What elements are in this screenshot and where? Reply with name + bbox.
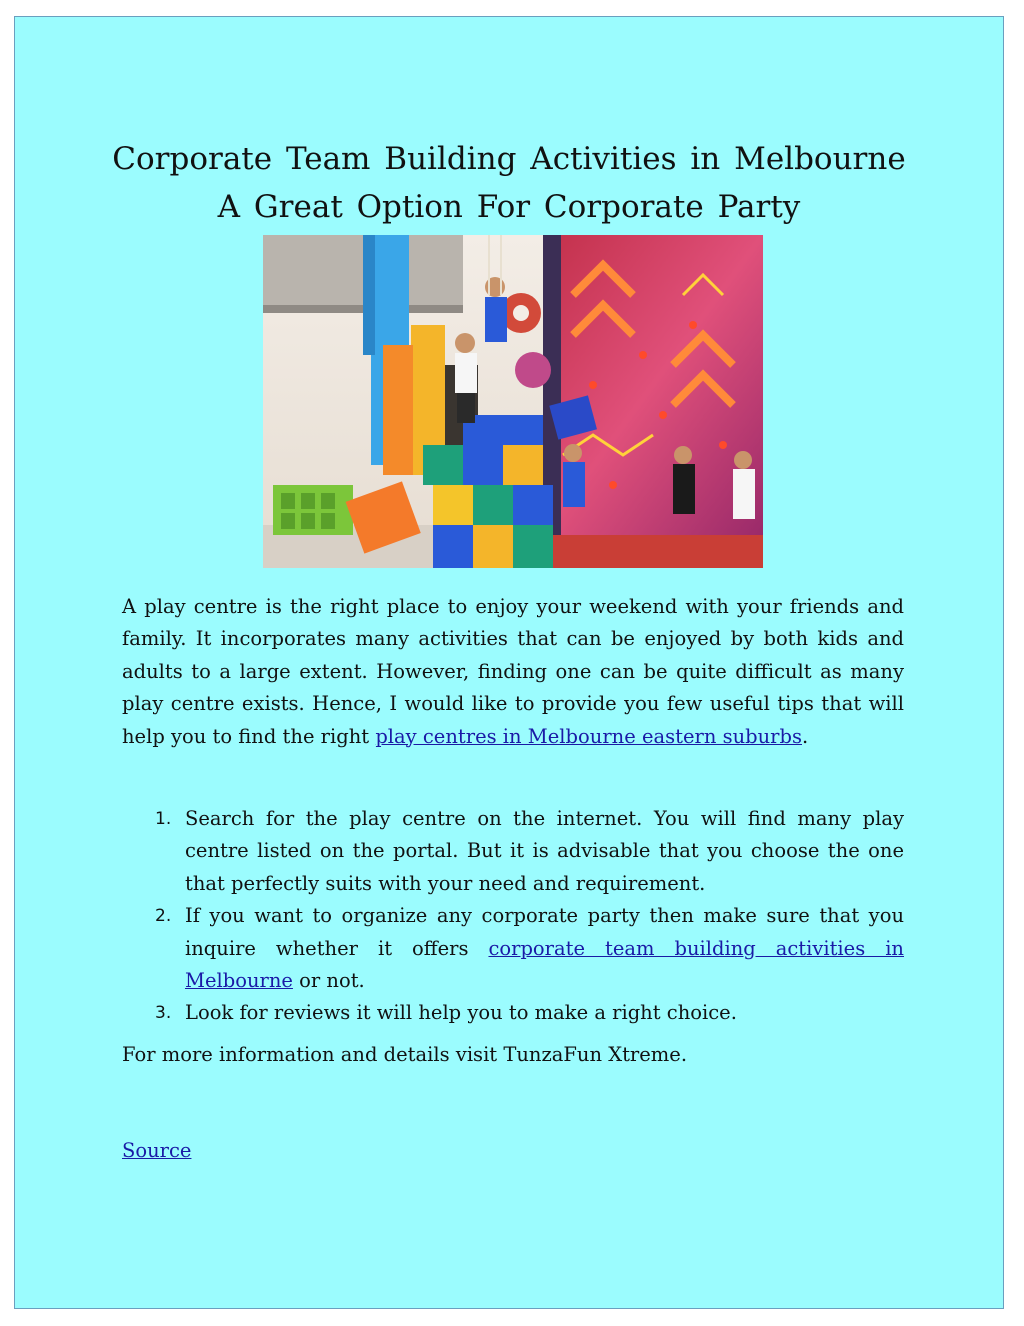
list-number: 3. [155, 1003, 172, 1024]
list-item-text: Search for the play centre on the internet. You will find many play centre listed on the portal. But it is advisable that you choose the one that perfectly suits with your need and requirement. [185, 807, 904, 895]
corporate-team-building-link[interactable]: corporate team building activities in Melbourne [185, 936, 904, 993]
list-item [122, 803, 904, 900]
intro-paragraph [122, 591, 904, 753]
list-item [122, 997, 904, 1029]
document-page [14, 16, 1004, 1309]
source-paragraph [122, 1135, 191, 1167]
intro-end: . [802, 724, 809, 748]
list-item-text-after: or not. [292, 969, 365, 993]
list-item-text: Look for reviews it will help you to make a right choice. [185, 1001, 737, 1025]
list-item [122, 900, 904, 997]
intro-text: A play centre is the right place to enjoy your weekend with your friends and family. It incorporates many activities that can be enjoyed by both kids and adults to a large extent. However, finding one can be quite difficult as many play centre exists. Hence, I would like to provide you few useful tips that will help you to find the right [122, 595, 904, 748]
title-line-1: Corporate Team Building Activities in Melbourne [112, 141, 906, 177]
play-centres-link[interactable]: play centres in Melbourne eastern suburbs [375, 724, 802, 748]
list-number: 2. [155, 906, 172, 927]
list-number: 1. [155, 809, 172, 829]
title-line-2: A Great Option For Corporate Party [217, 189, 801, 225]
more-info-text: For more information and details visit TunzaFun Xtreme. [122, 1043, 688, 1066]
page-title [15, 135, 1003, 231]
play-centre-photo [263, 235, 763, 568]
source-link[interactable]: Source [122, 1139, 192, 1162]
list-item-text: If you want to organize any corporate party then make sure that you inquire whether it offers [185, 904, 904, 960]
tips-list [122, 803, 904, 1030]
